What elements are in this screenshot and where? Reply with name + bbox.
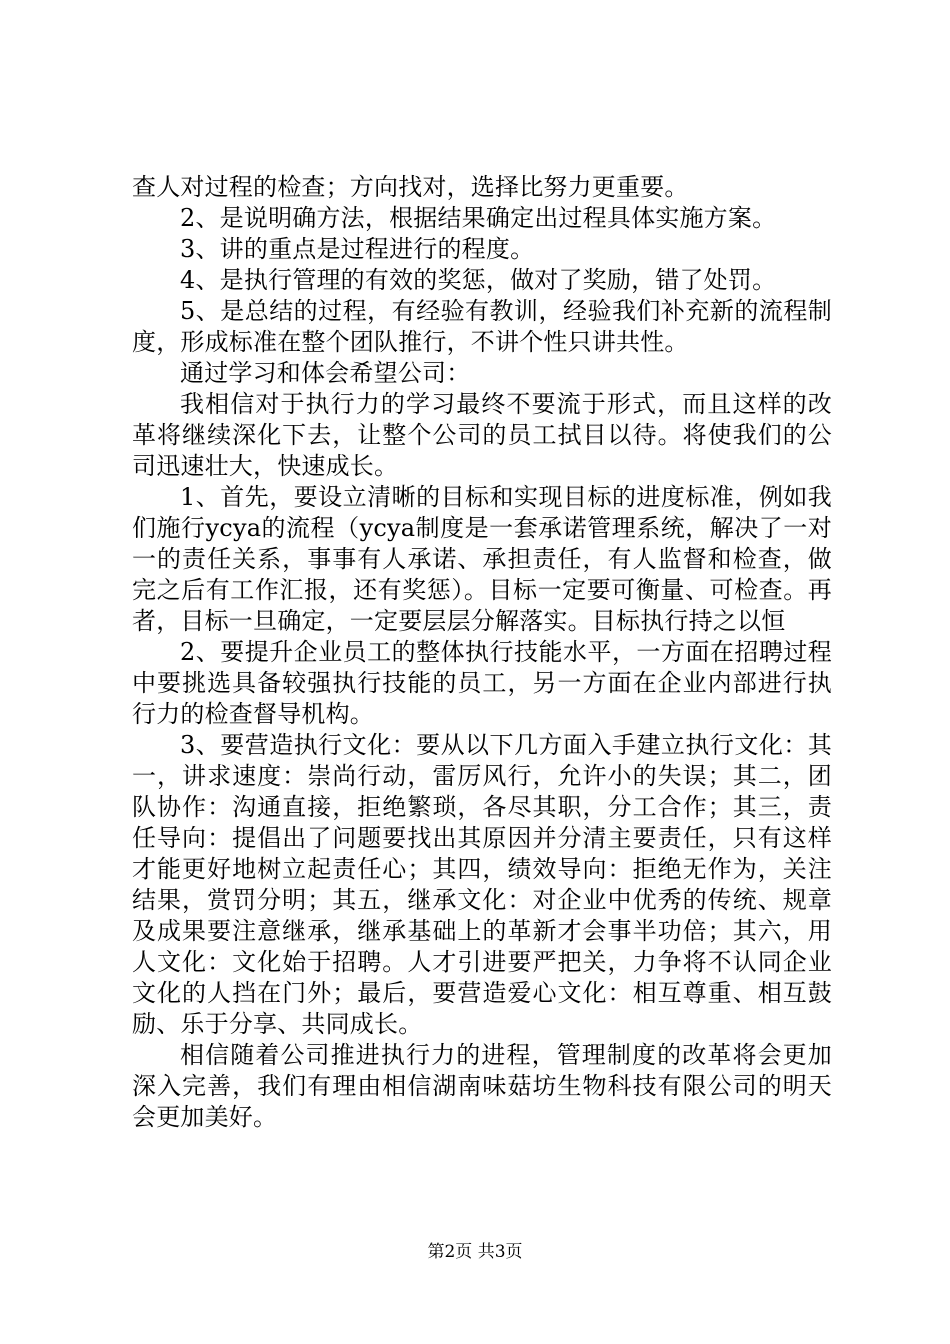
paragraph: 3、讲的重点是过程进行的程度。 <box>180 235 535 263</box>
paragraph: 我相信对于执行力的学习最终不要流于形式，而且这样的改革将继续深化下去，让整个公司的员工拭目以待。将使我们的公司迅速壮大，快速成长。 <box>132 390 832 480</box>
page-number-footer: 第2页 共3页 <box>427 1242 523 1262</box>
document-body <box>132 172 832 1133</box>
paragraph: 相信随着公司推进执行力的进程，管理制度的改革将会更加深入完善，我们有理由相信湖南味菇坊生物科技有限公司的明天会更加美好。 <box>132 1041 832 1131</box>
paragraph: 4、是执行管理的有效的奖惩，做对了奖励，错了处罚。 <box>180 266 777 294</box>
paragraph: 2、是说明确方法，根据结果确定出过程具体实施方案。 <box>180 204 777 232</box>
paragraph: 查人对过程的检查；方向找对，选择比努力更重要。 <box>132 173 689 201</box>
paragraph: 5、是总结的过程，有经验有教训，经验我们补充新的流程制度，形成标准在整个团队推行，不讲个性只讲共性。 <box>132 297 832 356</box>
paragraph: 1、首先，要设立清晰的目标和实现目标的进度标准，例如我们施行ycya的流程（ycya制度是一套承诺管理系统，解决了一对一的责任关系，事事有人承诺、承担责任，有人监督和检查，做完之后有工作汇报，还有奖惩）。目标一定要可衡量、可检查。再者，目标一旦确定，一定要层层分解落实。目标执行持之以恒 <box>132 483 832 635</box>
paragraph: 2、要提升企业员工的整体执行技能水平，一方面在招聘过程中要挑选具备较强执行技能的员工，另一方面在企业内部进行执行力的检查督导机构。 <box>132 638 832 728</box>
paragraph: 3、要营造执行文化：要从以下几方面入手建立执行文化：其一，讲求速度：崇尚行动，雷厉风行，允许小的失误；其二，团队协作：沟通直接，拒绝繁琐，各尽其职，分工合作；其三，责任导向：提倡出了问题要找出其原因并分清主要责任，只有这样才能更好地树立起责任心；其四，绩效导向：拒绝无作为，关注结果，赏罚分明；其五，继承文化：对企业中优秀的传统、规章及成果要注意继承，继承基础上的革新才会事半功倍；其六，用人文化：文化始于招聘。人才引进要严把关，力争将不认同企业文化的人挡在门外；最后，要营造爱心文化：相互尊重、相互鼓励、乐于分享、共同成长。 <box>132 731 832 1038</box>
paragraph: 通过学习和体会希望公司： <box>180 359 471 387</box>
